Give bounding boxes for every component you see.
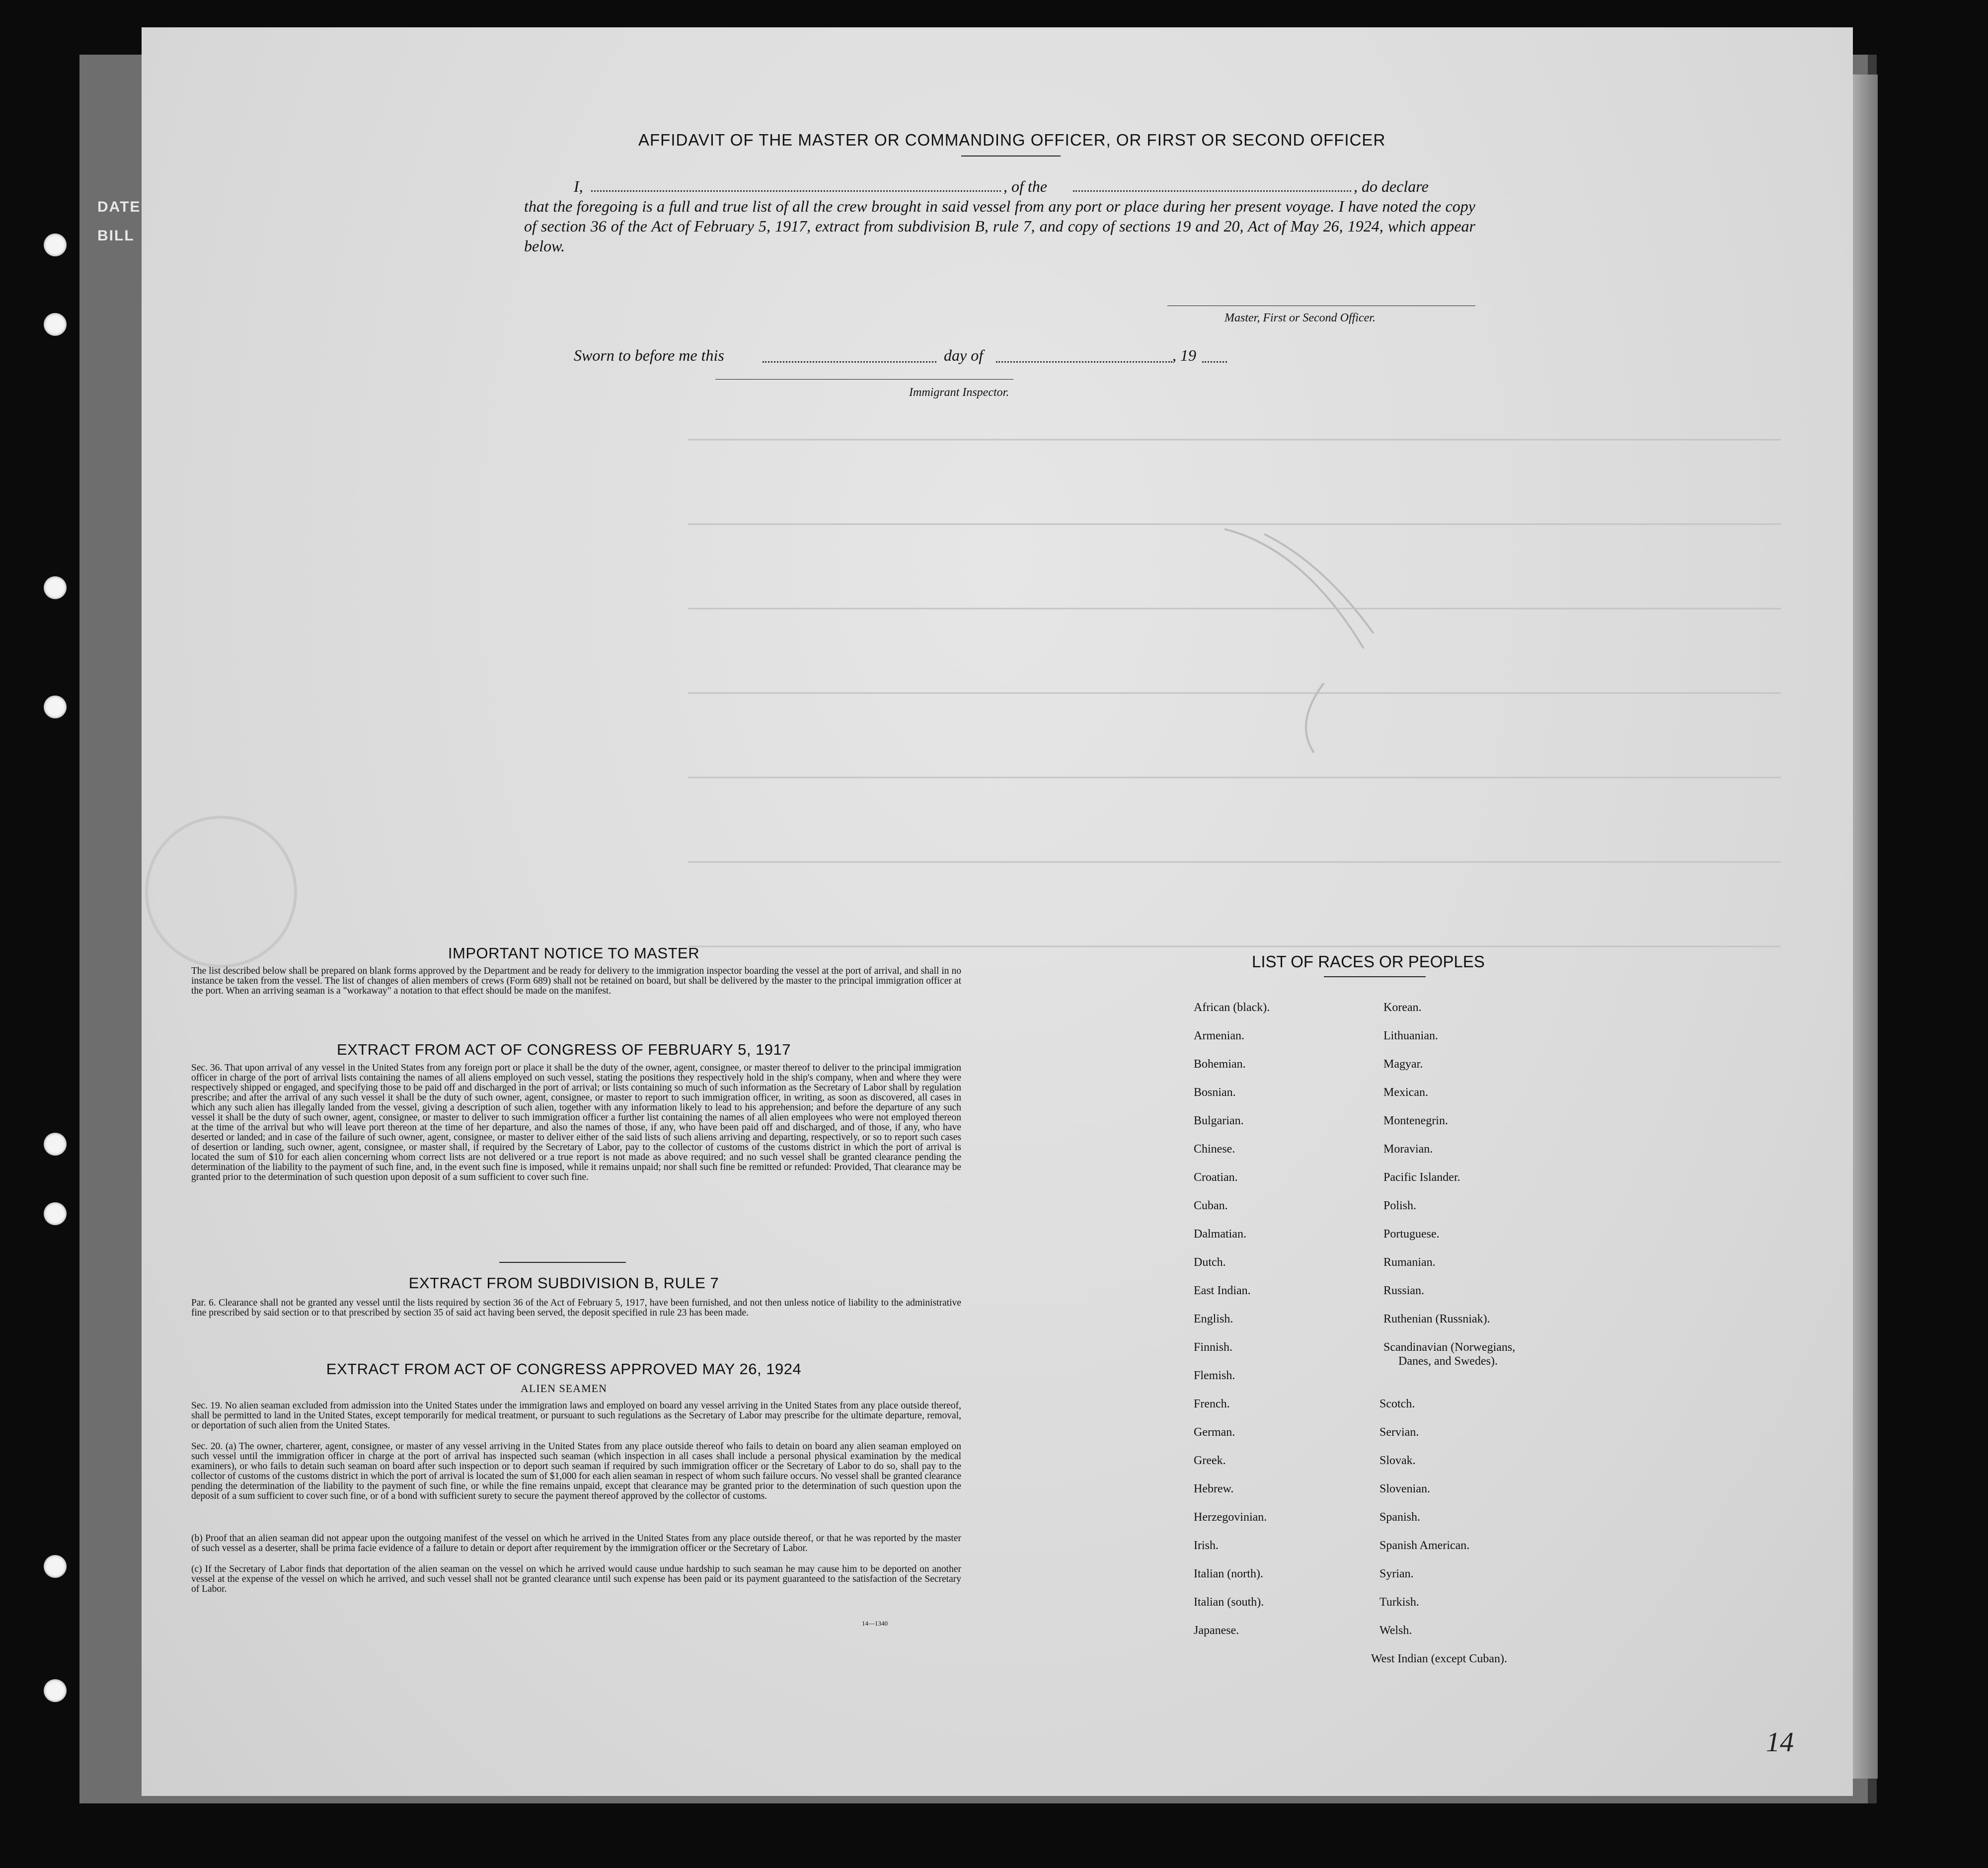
race-item: Syrian. bbox=[1379, 1567, 1414, 1580]
race-item: Danes, and Swedes). bbox=[1398, 1355, 1498, 1368]
race-item: Slovenian. bbox=[1379, 1482, 1430, 1495]
race-item: Chinese. bbox=[1194, 1143, 1235, 1156]
races-title: LIST OF RACES OR PEOPLES bbox=[1252, 952, 1485, 971]
race-item: African (black). bbox=[1194, 1001, 1270, 1014]
binder-hole bbox=[44, 234, 67, 256]
extract-1917-body: Sec. 36. That upon arrival of any vessel in the United States from any foreign port or place it shall be the duty of the owner, agent, consignee, or master thereof to deliver to the principal immigration officer in charge of the port of arrival lists containing the names of all aliens employed on such vessel, stating the positions they respectively hold in the ship's company, when and where they were respectively shipped or engaged, and specifying those to be paid off and discharged in the port of arrival; or lists containing so much of such information as the Secretary of Labor shall by regulation prescribe; and after the arrival of any such vessel it shall be the duty of such owner, agent, consignee, or master to report to such immigration officer, in writing, as soon as discovered, all cases in which any such alien has illegally landed from the vessel, giving a description of such alien, together with any information likely to lead to his apprehension; and before the departure of any such vessel it shall be the duty of such owner, agent, consignee, or master to deliver to such immigration officer a further list containing the names of all alien employees who were not employed thereon at the time of the arrival but who will leave port thereon at the time of her departure, and also the names of those, if any, who have been paid off and discharged, and of those, if any, who have deserted or landed; and in case of the failure of such owner, agent, consignee, or master to deliver either of the said lists of such aliens arriving and departing, respectively, or so to report such cases of desertion or landing, such owner, agent, consignee, or master shall, if required by the Secretary of Labor, pay to the collector of customs of the customs district in which the port of arrival is located the sum of $10 for each alien concerning whom correct lists are not delivered or a true report is not made as above required; and no such vessel shall be granted clearance pending the determination of the liability to the payment of such fine, and, in the event such fine is imposed, while it remains unpaid; nor shall such fine be remitted or refunded: Provided, That clearance may be granted prior to the determination of such question upon deposit of a sum sufficient to cover such fine. bbox=[191, 1063, 961, 1182]
race-item: English. bbox=[1194, 1313, 1233, 1325]
race-item: Flemish. bbox=[1194, 1369, 1235, 1382]
races-divider bbox=[1324, 976, 1426, 977]
race-item: Turkish. bbox=[1379, 1596, 1419, 1609]
bill-label: BILL bbox=[97, 228, 135, 244]
binder-hole bbox=[44, 696, 67, 718]
race-item: Spanish. bbox=[1379, 1511, 1421, 1524]
race-item: Mexican. bbox=[1383, 1086, 1428, 1099]
race-item: Scandinavian (Norwegians, bbox=[1383, 1341, 1516, 1354]
vessel-name-field[interactable] bbox=[1073, 190, 1351, 192]
binder-hole bbox=[44, 313, 67, 336]
race-item: Bohemian. bbox=[1194, 1058, 1246, 1071]
extract-1917-title: EXTRACT FROM ACT OF CONGRESS OF FEBRUARY 5, 1917 bbox=[336, 1041, 791, 1058]
race-item: Spanish American. bbox=[1379, 1539, 1470, 1552]
race-item: Japanese. bbox=[1194, 1624, 1239, 1637]
sec20a-text: Sec. 20. (a) The owner, charterer, agent, consignee, or master of any vessel arriving in the United States from any place outside thereof who fails to detain on board any alien seaman employed on such vessel until the immigration officer in charge at the port of arrival has inspected such seaman (which inspection in all cases shall include a personal physical examination by the medical examiners), or who fails to detain such seaman on board after such inspection or to deport such seaman if required by such immigration officer or the Secretary of Labor to do so, shall pay to the collector of customs of the customs district in which the port of arrival is located the sum of $1,000 for each alien seaman in respect of whom such failure occurs. No vessel shall be granted clearance pending the determination of the liability to the payment of such fine, or while the fine remains unpaid, except that clearance may be granted prior to the determination of such question upon the deposit of a sum sufficient to cover such fine, or of a bond with sufficient surety to secure the payment thereof approved by the collector of customs. bbox=[191, 1441, 961, 1501]
affidavit-of-the-label: , of the bbox=[1003, 177, 1047, 195]
race-item: Portuguese. bbox=[1383, 1228, 1440, 1241]
binder-hole bbox=[44, 1679, 67, 1702]
race-item: Korean. bbox=[1383, 1001, 1422, 1014]
race-item: Slovak. bbox=[1379, 1454, 1416, 1467]
binder-hole bbox=[44, 576, 67, 599]
handwritten-page-number: 14 bbox=[1766, 1727, 1794, 1758]
race-item: Magyar. bbox=[1383, 1058, 1423, 1071]
document-page bbox=[142, 27, 1853, 1796]
form-number: 14—1340 bbox=[862, 1620, 888, 1627]
race-item: Russian. bbox=[1383, 1284, 1425, 1297]
race-item: Lithuanian. bbox=[1383, 1029, 1438, 1042]
race-item: Welsh. bbox=[1379, 1624, 1412, 1637]
race-item: Scotch. bbox=[1379, 1398, 1415, 1410]
race-item: West Indian (except Cuban). bbox=[1371, 1652, 1507, 1665]
binder-hole bbox=[44, 1202, 67, 1225]
race-item: Irish. bbox=[1194, 1539, 1219, 1552]
affidavit-declare-label: , do declare bbox=[1354, 177, 1429, 195]
race-item: Moravian. bbox=[1383, 1143, 1433, 1156]
bleed-through-table bbox=[142, 27, 1853, 1796]
race-item: Cuban. bbox=[1194, 1199, 1228, 1212]
race-item: East Indian. bbox=[1194, 1284, 1251, 1297]
race-item: Armenian. bbox=[1194, 1029, 1244, 1042]
sworn-prefix: Sworn to before me this bbox=[574, 346, 724, 364]
sworn-month-field[interactable] bbox=[996, 361, 1172, 363]
notice-body: The list described below shall be prepared on blank forms approved by the Department and be ready for delivery to the immigration inspector boarding the vessel at the port of arrival, and shall in no instance be taken from the vessel. The list of changes of alien members of crews (Form 689) shall not be retained on board, but shall be delivered by the master to the principal immigration officer at the port. When an arriving seaman is a "workaway" a notation to that effect should be made on the manifest. bbox=[191, 966, 961, 996]
race-item: Croatian. bbox=[1194, 1171, 1238, 1184]
race-item: Dalmatian. bbox=[1194, 1228, 1246, 1241]
race-item: Pacific Islander. bbox=[1383, 1171, 1460, 1184]
race-item: Bulgarian. bbox=[1194, 1114, 1244, 1127]
sec19-text: Sec. 19. No alien seaman excluded from admission into the United States under the immigration laws and employed on board any vessel arriving in the United States from any place outside thereof, shall be permitted to land in the United States, except temporarily for medical treatment, or pursuant to such regulations as the Secretary of Labor may prescribe for the ultimate departure, removal, or deportation of such alien from the United States. bbox=[191, 1401, 961, 1431]
sec20c-text: (c) If the Secretary of Labor finds that deportation of the alien seaman on the vessel on which he arrived would cause undue hardship to such seaman he may cause him to be deported on another vessel at the expense of the vessel on which he arrived, and such vessel shall not be granted clearance until such expense has been paid or its payment guaranteed to the satisfaction of the Secretary of Labor. bbox=[191, 1564, 961, 1594]
master-name-field[interactable] bbox=[591, 190, 1001, 192]
affidavit-title: AFFIDAVIT OF THE MASTER OR COMMANDING OFFICER, OR FIRST OR SECOND OFFICER bbox=[638, 131, 1386, 149]
race-item: Montenegrin. bbox=[1383, 1114, 1448, 1127]
sworn-year-label: , 19 bbox=[1172, 346, 1196, 364]
race-item: Herzegovinian. bbox=[1194, 1511, 1267, 1524]
race-item: Servian. bbox=[1379, 1426, 1419, 1439]
affidavit-i-label: I, bbox=[574, 177, 583, 195]
section-divider bbox=[499, 1262, 626, 1263]
alien-seamen-subtitle: ALIEN SEAMEN bbox=[521, 1382, 607, 1395]
notice-title: IMPORTANT NOTICE TO MASTER bbox=[448, 944, 700, 962]
inspector-signature-line[interactable] bbox=[715, 379, 1013, 380]
race-item: German. bbox=[1194, 1426, 1235, 1439]
master-signature-label: Master, First or Second Officer. bbox=[1224, 311, 1376, 324]
race-item: Dutch. bbox=[1194, 1256, 1226, 1269]
race-item: Ruthenian (Russniak). bbox=[1383, 1313, 1490, 1325]
race-item: Polish. bbox=[1383, 1199, 1417, 1212]
race-item: Bosnian. bbox=[1194, 1086, 1236, 1099]
race-item: Hebrew. bbox=[1194, 1482, 1234, 1495]
race-item: Rumanian. bbox=[1383, 1256, 1436, 1269]
sec20b-text: (b) Proof that an alien seaman did not appear upon the outgoing manifest of the vessel on which he arrived in the United States from any place outside thereof, or that he was reported by the master of such vessel as a deserter, shall be prima facie evidence of a failure to detain or deport after requirement by the immigration officer or the Secretary of Labor. bbox=[191, 1533, 961, 1554]
sworn-day-label: day of bbox=[944, 346, 984, 364]
sworn-year-field[interactable] bbox=[1202, 361, 1227, 363]
date-label: DATE bbox=[97, 199, 141, 215]
race-item: Italian (south). bbox=[1194, 1596, 1264, 1609]
subdivision-title: EXTRACT FROM SUBDIVISION B, RULE 7 bbox=[408, 1274, 719, 1292]
binder-hole bbox=[44, 1133, 67, 1156]
extract-1924-title: EXTRACT FROM ACT OF CONGRESS APPROVED MAY 26, 1924 bbox=[326, 1360, 802, 1378]
subdivision-body: Par. 6. Clearance shall not be granted any vessel until the lists required by section 36 of the Act of February 5, 1917, have been furnished, and not then unless notice of liability to the administrative fine prescribed by said section or to that prescribed by section 35 of said act having been served, the deposit specified in rule 23 has been made. bbox=[191, 1298, 961, 1318]
binder-hole bbox=[44, 1555, 67, 1578]
race-item: Italian (north). bbox=[1194, 1567, 1263, 1580]
race-item: Greek. bbox=[1194, 1454, 1226, 1467]
race-item: Finnish. bbox=[1194, 1341, 1233, 1354]
inspector-label: Immigrant Inspector. bbox=[909, 386, 1009, 399]
affidavit-body: that the foregoing is a full and true list of all the crew brought in said vessel from any port or place during her present voyage. I have noted the copy of section 36 of the Act of February 5, 1917, extract from subdivision B, rule 7, and copy of sections 19 and 20, Act of May 26, 1924, which appear below. bbox=[524, 197, 1475, 255]
sworn-date-field[interactable] bbox=[763, 361, 936, 363]
race-item: French. bbox=[1194, 1398, 1230, 1410]
